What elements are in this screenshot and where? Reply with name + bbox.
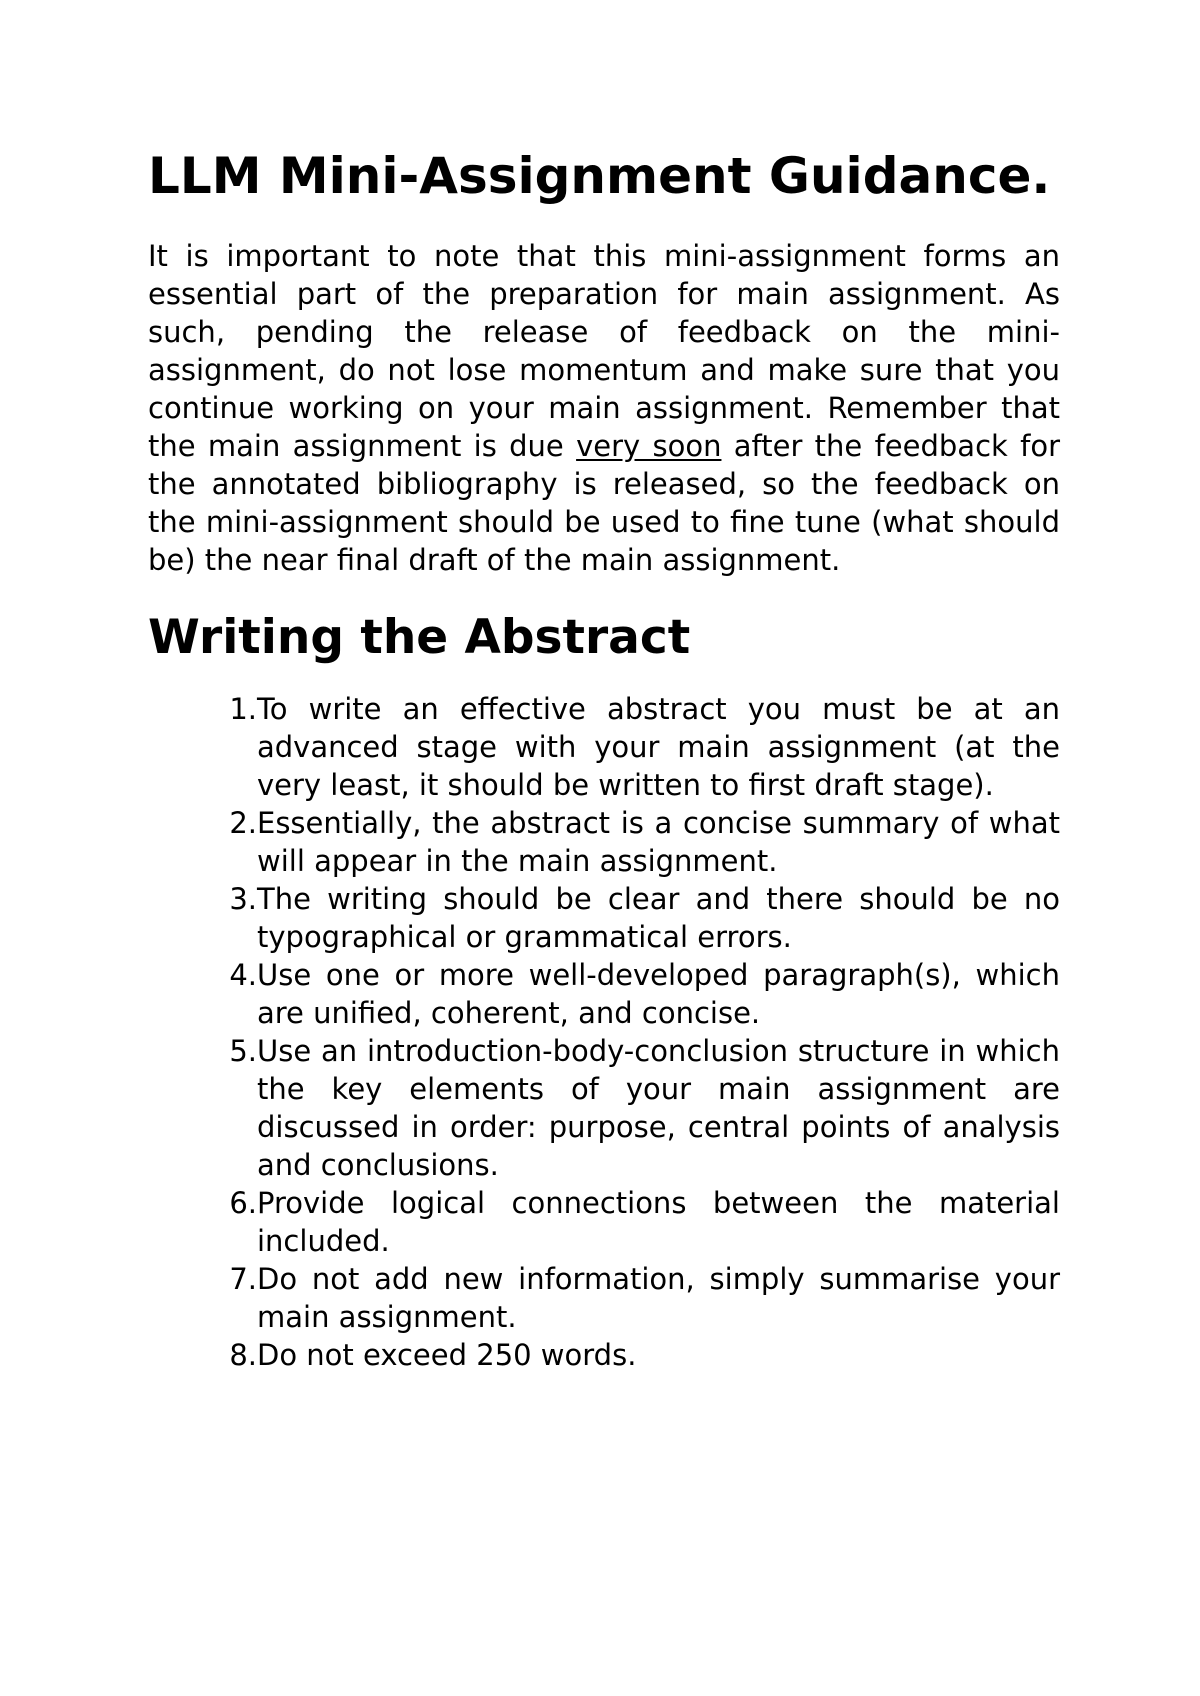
list-item-text: Use an introduction-body-conclusion structure in which the key elements of your main assignment are discussed in order: purpose, central points of analysis and conclusions. (257, 1034, 1060, 1182)
list-item (148, 956, 1060, 1032)
list-item-number: 4. (229, 958, 257, 992)
list-item-number: 6. (229, 1186, 257, 1220)
section-heading: Writing the Abstract (148, 610, 691, 665)
list-item (148, 690, 1060, 804)
list-item (148, 1336, 1060, 1374)
list-item-number: 2. (229, 806, 257, 840)
list-item-number: 1. (229, 692, 257, 726)
steps-list (148, 690, 1060, 1374)
list-item-number: 5. (229, 1034, 257, 1068)
intro-paragraph (148, 237, 1060, 579)
intro-text-end: after the feedback for the annotated bibliography is released, so the feedback on the mini-assignment should be used to fine tune (what should be) the near final draft of the main assignment. (148, 429, 1060, 577)
list-item (148, 804, 1060, 880)
list-item-text: Do not exceed 250 words. (257, 1338, 637, 1372)
list-item (148, 1184, 1060, 1260)
document-title: LLM Mini-Assignment Guidance. (148, 147, 1051, 205)
list-item (148, 1032, 1060, 1184)
list-item-text: To write an effective abstract you must be at an advanced stage with your main assignment (at the very least, it should be written to first draft stage). (257, 692, 1060, 802)
list-item-text: The writing should be clear and there should be no typographical or grammatical errors. (257, 882, 1060, 954)
list-item-number: 7. (229, 1262, 257, 1296)
list-item-text: Provide logical connections between the material included. (257, 1186, 1060, 1258)
list-item-text: Use one or more well-developed paragraph(s), which are unified, coherent, and concise. (257, 958, 1060, 1030)
list-item-number: 3. (229, 882, 257, 916)
list-item (148, 1260, 1060, 1336)
list-item (148, 880, 1060, 956)
intro-underlined-text: very soon (576, 429, 722, 463)
document-page (148, 146, 1060, 1374)
list-item-number: 8. (229, 1338, 257, 1372)
intro-text-start: It is important to note that this mini-assignment forms an essential part of the preparation for main assignment. As such, pending the release of feedback on the mini-assignment, do not lose momentum and make sure that you continue working on your main assignment. Remember that the main assignment is due (148, 239, 1060, 463)
list-item-text: Essentially, the abstract is a concise summary of what will appear in the main assignment. (257, 806, 1060, 878)
list-item-text: Do not add new information, simply summarise your main assignment. (257, 1262, 1060, 1334)
